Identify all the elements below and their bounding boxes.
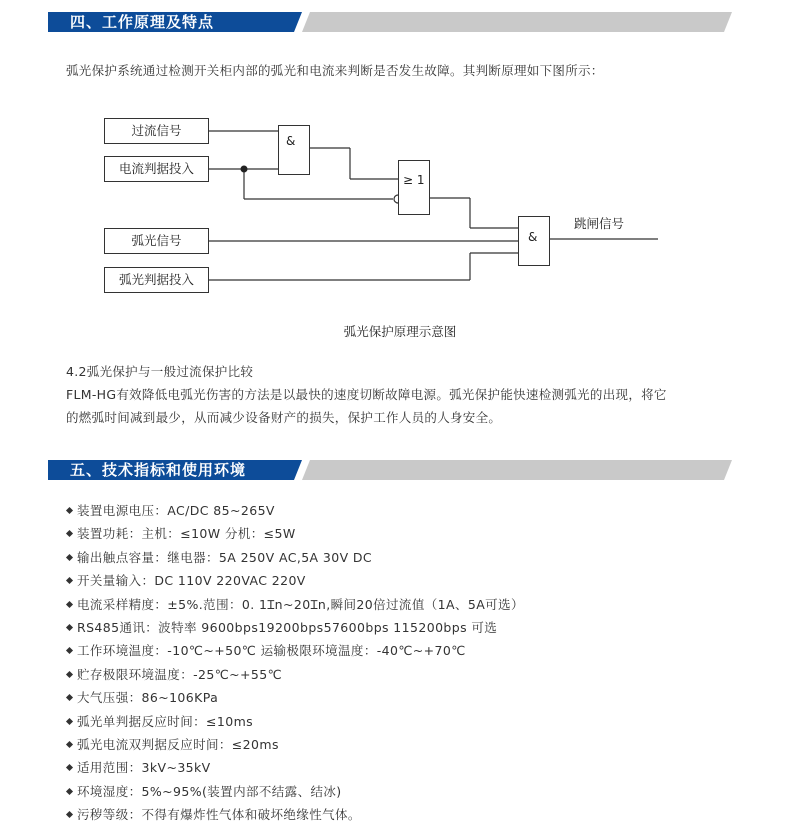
diamond-bullet-icon	[66, 788, 73, 795]
diagram-caption: 弧光保护原理示意图	[343, 324, 457, 339]
diamond-bullet-icon	[66, 624, 73, 631]
diamond-bullet-icon	[66, 811, 73, 818]
spec-list	[66, 499, 524, 826]
diamond-bullet-icon	[66, 647, 73, 654]
spec-item	[66, 733, 524, 756]
and-gate-1-symbol: &	[286, 134, 296, 148]
spec-text: 污秽等级：不得有爆炸性气体和破坏绝缘性气体。	[77, 807, 361, 823]
spec-text: 工作环境温度：-10℃~+50℃ 运输极限环境温度：-40℃~+70℃	[77, 643, 466, 659]
spec-text: 弧光电流双判据反应时间：≤20ms	[77, 736, 279, 752]
spec-item	[66, 616, 524, 639]
diamond-bullet-icon	[66, 717, 73, 724]
diamond-bullet-icon	[66, 741, 73, 748]
diamond-bullet-icon	[66, 507, 73, 514]
spec-item	[66, 546, 524, 569]
and-gate-2	[518, 216, 550, 266]
spec-item	[66, 710, 524, 733]
spec-item	[66, 639, 524, 662]
section-5-title: 五、技术指标和使用环境	[70, 461, 247, 479]
spec-text: 适用范围：3kV~35kV	[77, 760, 211, 776]
spec-text: 电流采样精度：±5%.范围：0. 1Ɪn~20Ɪn,瞬间20倍过流值（1A、5A可选）	[77, 596, 524, 612]
spec-item	[66, 756, 524, 779]
spec-item	[66, 803, 524, 826]
section-4-intro: 弧光保护系统通过检测开关柜内部的弧光和电流来判断是否发生故障。其判断原理如下图所示：	[66, 63, 604, 78]
or-gate-symbol: ≥ 1	[403, 173, 425, 187]
spec-text: 环境湿度：5%~95%(装置内部不结露、结冰)	[77, 783, 342, 799]
diamond-bullet-icon	[66, 671, 73, 678]
spec-text: 弧光单判据反应时间：≤10ms	[77, 713, 254, 729]
spec-text: 装置电源电压：AC/DC 85~265V	[77, 503, 275, 518]
output-trip-signal: 跳闸信号	[574, 216, 625, 231]
subsection-heading: 4.2弧光保护与一般过流保护比较	[66, 364, 254, 379]
section-5-header	[48, 460, 732, 480]
spec-text: RS485通讯：波特率 9600bps19200bps57600bps 115200bps 可选	[77, 619, 498, 635]
spec-item	[66, 686, 524, 709]
diamond-bullet-icon	[66, 530, 73, 537]
or-gate	[398, 160, 430, 215]
spec-item	[66, 663, 524, 686]
input-arc-signal: 弧光信号	[104, 228, 209, 254]
spec-item	[66, 522, 524, 545]
junction-dot	[241, 166, 248, 173]
diamond-bullet-icon	[66, 694, 73, 701]
section-4-body-line-1: FLM-HG有效降低电弧光伤害的方法是以最快的速度切断故障电源。弧光保护能快速检测弧光的出现，将它	[66, 387, 667, 402]
and-gate-1	[278, 125, 310, 175]
section-4-header	[48, 12, 732, 32]
input-current-criterion-enable: 电流判据投入	[104, 156, 209, 182]
diamond-bullet-icon	[66, 601, 73, 608]
spec-text: 贮存极限环境温度：-25℃~+55℃	[77, 666, 283, 682]
spec-item	[66, 593, 524, 616]
spec-text: 装置功耗：主机：≤10W 分机：≤5W	[77, 526, 296, 542]
section-4-title: 四、工作原理及特点	[70, 13, 215, 31]
diamond-bullet-icon	[66, 577, 73, 584]
input-overcurrent-signal: 过流信号	[104, 118, 209, 144]
spec-text: 输出触点容量：继电器：5A 250V AC,5A 30V DC	[77, 549, 373, 565]
spec-item	[66, 569, 524, 592]
spec-item	[66, 780, 524, 803]
section-4-body-line-2: 的燃弧时间减到最少，从而减少设备财产的损失，保护工作人员的人身安全。	[66, 410, 502, 425]
spec-text: 开关量输入：DC 110V 220VAC 220V	[77, 573, 306, 589]
input-arc-criterion-enable: 弧光判据投入	[104, 267, 209, 293]
spec-item	[66, 499, 524, 522]
diamond-bullet-icon	[66, 554, 73, 561]
logic-diagram	[96, 108, 696, 308]
and-gate-2-symbol: &	[528, 230, 538, 244]
spec-text: 大气压强：86~106KPa	[77, 690, 219, 706]
diamond-bullet-icon	[66, 764, 73, 771]
